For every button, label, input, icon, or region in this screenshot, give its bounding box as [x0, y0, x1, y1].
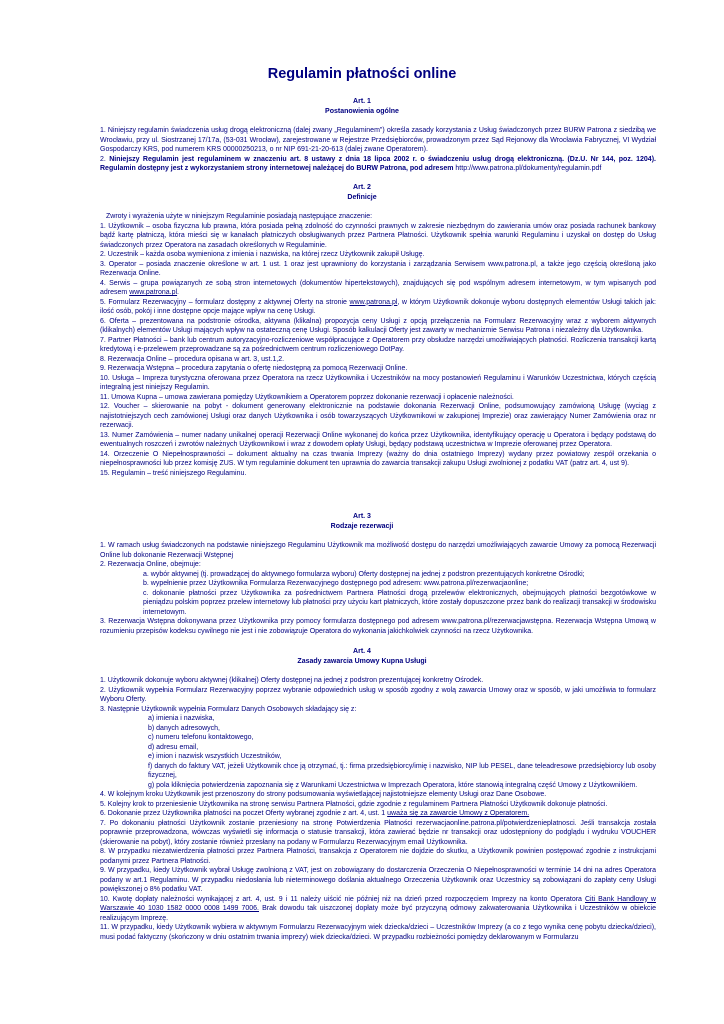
website-link[interactable]: www.patrona.pl	[129, 289, 178, 296]
paragraph: 8. W przypadku niezatwierdzenia płatności przez Partnera Płatności, transakcja z Operatorem nie dojdzie do skutku, a Użytkownik powinien postępować zgodnie z instrukcjami podanymi przez Partnera Płatności.	[100, 848, 656, 865]
article-number: Art. 2	[353, 184, 371, 191]
article-title: Postanowienia ogólne	[325, 107, 399, 115]
sub-item: g) pola kliknięcia potwierdzenia zapoznania się z Warunkami Uczestnictwa w Imprezach Operatora, które stanowią integralną część Umowy z Użytkownikiem.	[148, 781, 638, 789]
article-title: Rodzaje rezerwacji	[330, 522, 394, 530]
sub-item: b) danych adresowych,	[148, 724, 220, 732]
paragraph: 3. Rezerwacja Wstępna dokonywana przez Użytkownika przy pomocy formularza dostępnego pod adresem www.patrona.pl/rezerwacjawstępna. Rezerwacja Wstępna Umową w rozumieniu przepisów kodeksu cywilnego nie jest i nie zobowiązuje Operatora do wykonania jakichkolwiek czynności na rzecz Użytkownika.	[100, 618, 656, 635]
definition-item: 1. Użytkownik – osoba fizyczna lub prawna, która posiada pełną zdolność do czynności prawnych w zakresie niezbędnym do zawierania umów oraz posiada rachunek bankowy bądź kartę płatniczą, która mieści się w kanałach płatniczych obsługiwanych przez Partnera Płatności. Użytkownik spełnia warunki Regulaminu i uzyskał on dostęp do Usług świadczonych przez Operatora na zasadach określonych w Regulaminie.	[100, 222, 656, 249]
article-4-heading	[0, 647, 724, 666]
paragraph	[100, 809, 656, 819]
bold-text: Niniejszy Regulamin jest regulaminem w znaczeniu art. 8 ustawy z dnia 18 lipca 2002 r. o świadczeniu usług drogą elektroniczną. (Dz.U. Nr 144, poz. 1204). Regulamin dostępny jest z wykorzystaniem strony internetowej należącej do BURW Patrona, pod adresem	[100, 155, 656, 172]
definition-item: 11. Umowa Kupna – umowa zawierana pomiędzy Użytkownikiem a Operatorem poprzez dokonanie rezerwacji i opłacenie należności.	[100, 393, 514, 401]
sub-item: a) imienia i nazwiska,	[148, 715, 215, 722]
article-3-body	[100, 541, 656, 636]
sub-item: c) numeru telefonu kontaktowego,	[148, 734, 254, 741]
bank-account: Citi Bank Handlowy w Warszawie 40 1030 1582 0000 0008 1499 7006.	[100, 895, 656, 912]
article-4-body	[100, 676, 656, 942]
definition-item	[100, 279, 656, 298]
regulation-url: http://www.patrona.pl/dokumenty/regulamin.pdf	[453, 165, 602, 172]
paragraph: 9. W przypadku, kiedy Użytkownik wybrał Usługę zwolnioną z VAT, jest on zobowiązany do dostarczenia Orzeczenia O Niepełnosprawności w terminie 14 dni na adres Operatora podany w art.1 Regulaminu. W przypadku niedosłania lub nieterminowego doślania aktualnego Orzeczenia Użytkownik oraz Uczestnicy są zobowiązani do zapłaty ceny Usługi powiększonej o 8% podatku VAT.	[100, 867, 656, 893]
article-3-heading	[0, 512, 724, 531]
article-title: Definicje	[347, 193, 377, 201]
underlined-text: uważa się za zawarcie Umowy z Operatorem.	[387, 810, 530, 817]
paragraph: 1. Użytkownik dokonuje wyboru aktywnej (klikalnej) Oferty dostępnej na jednej z podstron prezentującej konkretny Ośrodek.	[100, 677, 484, 684]
definition-item: 10. Usługa – Impreza turystyczna oferowana przez Operatora na rzecz Użytkownika i Uczestników na mocy postanowień Regulaminu i Warunków Uczestnictwa, których częścią integralną jest niniejszy Regulamin.	[100, 374, 656, 391]
text: Brak dowodu tak uiszczonej dopłaty może być przyczyną odmowy zakwaterowania Użytkownika i Uczestników w obiekcie realizującym Imprezę.	[100, 905, 656, 922]
definition-item: 15. Regulamin – treść niniejszego Regulaminu.	[100, 469, 247, 477]
definition-item: 3. Operator – posiada znaczenie określone w art. 1 ust. 1 oraz jest uprawniony do korzystania i zarządzania Serwisem www.patrona.pl, a także jego częścią określoną jako Rezerwacja Online.	[100, 260, 656, 277]
definition-item: 6. Oferta – prezentowana na podstronie ośrodka, aktywna (klikalna) propozycja ceny Usługi z opcją przełączenia na Formularz Rezerwacyjny wraz z wyborem aktywnych (klikalnych) elementów Usługi mających wpływ na ostateczną cenę Usługi. Sposób kalkulacji Oferty jest zawarty w mechanizmie Serwisu Patrona i niezależny dla Użytkownika.	[100, 317, 656, 334]
text: 5. Formularz Rezerwacyjny – formularz dostępny z aktywnej Oferty na stronie	[100, 298, 350, 306]
paragraph: 11. W przypadku, kiedy Użytkownik wybiera w aktywnym Formularzu Rezerwacyjnym wiek dziecka/dzieci – Uczestników Imprezy (a co z tego wynika cenę pobytu dziecka/dzieci), musi podać faktyczny (skończony w dniu ostatnim trwania imprezy) wiek dziecka/dzieci. W przypadku rozbieżności pomiędzy deklarowanym w Formularzu	[100, 924, 656, 941]
paragraph: 3. Następnie Użytkownik wypełnia Formularz Danych Osobowych składający się z:	[100, 705, 357, 713]
definition-item: 12. Voucher – skierowanie na pobyt - dokument generowany elektronicznie na podstawie dokonania Rezerwacji Online, podsumowujący zamówioną Usługę (wyciąg z najistotniejszych cech zamówionej Usługi oraz danych Użytkownika i osób towarzyszących Użytkownikowi w zakupionej Imprezie) oraz zawierający Numer Zamówienia oraz nr rezerwacji.	[100, 403, 656, 429]
text: , w którym Użytkownik dokonuje wyboru dostępnych elementów Usługi takich jak: ilość osób, pokój i inne dostępne opcje mające wpływ na cenę Usługi.	[100, 298, 657, 315]
paragraph: 1. Niniejszy regulamin świadczenia usług drogą elektroniczną (dalej zwany „Regulaminem") określa zasady korzystania z Usług świadczonych przez BURW Patrona z siedzibą we Wrocławiu, przy ul. Siostrzanej 17/17a, (53-031 Wrocław), zarejestrowane w Rejestrze Przedsiębiorców, prowadzonym przez Sąd Rejonowy dla Wrocławia Fabrycznej, VI Wydział Gospodarczy KRS, pod numerem KRS 00000250213, o nr NIP 691-21-20-613 (dalej zwane Operatorem).	[100, 127, 656, 153]
definition-item: 2. Uczestnik – każda osoba wymieniona z imienia i nazwiska, na której rzecz Użytkownik zakupił Usługę.	[100, 251, 425, 258]
article-2-heading	[0, 183, 724, 202]
paragraph: 4. W kolejnym kroku Użytkownik jest przenoszony do strony podsumowania wyświetlającej najistotniejsze elementy Usługi oraz Dane Osobowe.	[100, 791, 547, 798]
paragraph-number: 2.	[100, 155, 110, 163]
definition-item: 8. Rezerwacja Online – procedura opisana w art. 3, ust.1,2.	[100, 355, 285, 363]
article-number: Art. 4	[353, 648, 371, 655]
sub-item: c. dokonanie płatności przez Użytkownika za pośrednictwem Partnera Płatności drogą przelewów elektronicznych, obejmujących płatności bezgotówkowe w pieniądzu polskim poprzez przelew internetowy lub płatności przy użyciu kart płatniczych, które zostały dopuszczone przez bank do realizacji transakcji w środowisku internetowym.	[143, 589, 656, 616]
paragraph	[100, 155, 656, 174]
definition-item	[100, 298, 656, 317]
sub-item: a. wybór aktywnej (tj. prowadzącej do aktywnego formularza wyboru) Oferty dostępnej na jednej z podstron prezentujących konkretne Ośrodki;	[143, 570, 585, 578]
definition-item: 13. Numer Zamówienia – numer nadany unikalnej operacji Rezerwacji Online wykonanej do końca przez Użytkownika, identyfikujący operację u Operatora i będący podstawą do ewentualnych roszczeń i zwrotów należnych Użytkownikowi i wraz z dowodem opłaty Usługi, będący podstawą uczestnictwa w Imprezie oferowanej przez Operatora.	[100, 431, 656, 448]
page-title: Regulamin płatności online	[267, 66, 457, 82]
website-link[interactable]: www.patrona.pl	[349, 298, 398, 306]
sub-item: b. wypełnienie przez Użytkownika Formularza Rezerwacyjnego dostępnego pod adresem: www.patrona.pl/rezerwacjaonline;	[143, 580, 529, 587]
text: 10. Kwotę dopłaty należności wynikającej z art. 4, ust. 9 i 11 należy uiścić nie później niż na dzień przed rozpoczęciem Imprezy na konto Operatora	[100, 895, 585, 903]
paragraph: Zwroty i wyrażenia użyte w niniejszym Regulaminie posiadają następujące znaczenie:	[106, 213, 373, 220]
paragraph	[100, 895, 656, 924]
definition-item: 9. Rezerwacja Wstępna – procedura zapytania o ofertę niedostępną za pomocą Rezerwacji Online.	[100, 365, 408, 372]
paragraph: 2. Użytkownik wypełnia Formularz Rezerwacyjny poprzez wybranie odpowiednich usług w sposób zgodny z wolą zawarcia Umowy oraz w sposób, w jaki umożliwia to formularz Wyboru Oferty.	[100, 686, 656, 703]
article-number: Art. 3	[353, 513, 371, 520]
text: 4. Serwis – grupa powiązanych ze sobą stron internetowych (dokumentów hipertekstowych), znajdujących się pod wspólnym adresem internetowym, w tym wpisanych pod adresem	[100, 279, 656, 296]
sub-item: e) imion i nazwisk wszystkich Uczestników,	[148, 753, 282, 760]
article-number: Art. 1	[353, 98, 371, 105]
sub-item: d) adresu email,	[148, 743, 199, 751]
article-title: Zasady zawarcia Umowy Kupna Usługi	[297, 657, 427, 665]
article-2-body	[100, 212, 656, 478]
text: 6. Dokonanie przez Użytkownika płatności na poczet Oferty wybranej zgodnie z art. 4, ust. 1	[100, 810, 388, 817]
text: .	[177, 289, 179, 296]
paragraph: 2. Rezerwacja Online, obejmuje:	[100, 561, 201, 568]
definition-item: 7. Partner Płatności – bank lub centrum autoryzacyjno-rozliczeniowe współpracujące z Operatorem przy obsłudze narzędzi umożliwiających płatności. Rozliczenia transakcji kartą kredytową i e-przelewem przeprowadzane są za pośrednictwem centrum rozliczeniowego DotPay.	[100, 336, 656, 353]
paragraph: 5. Kolejny krok to przeniesienie Użytkownika na stronę serwisu Partnera Płatności, gdzie zgodnie z regulaminem Partnera Płatności Użytkownik dokonuje płatności.	[100, 800, 608, 808]
article-1-body	[100, 126, 656, 174]
paragraph: 1. W ramach usług świadczonych na podstawie niniejszego Regulaminu Użytkownik ma możliwość dostępu do narzędzi umożliwiających zawarcie Umowy za pomocą Rezerwacji Online lub dokonanie Rezerwacji Wstępnej	[100, 542, 656, 559]
paragraph: 7. Po dokonaniu płatności Użytkownik zostanie przeniesiony na stronę Potwierdzenia Płatności rezerwacjaonline.patrona.pl/potwierdzenieplatnosci. Jeśli transakcja została poprawnie przeprowadzona, wówczas wyświetli się informacja o statusie transakcji, która zawierać będzie nr transakcji oraz udostępniony do podglądu i wydruku VOUCHER (skierowanie na pobyt), który zostanie również przesłany na podany w Formularzu Rezerwacyjnym email Użytkownika.	[100, 819, 656, 846]
definition-item: 14. Orzeczenie O Niepełnosprawności – dokument aktualny na czas trwania Imprezy (ważny do dnia ostatniego Imprezy) wydany przez powiatowy zespół orzekania o niepełnosprawności lub przez komisję ZUS. W tym regulaminie dokument ten uprawnia do zawarcia transakcji zakupu Usługi zwolnionej z podatku VAT (patrz art. 4, ust 9).	[100, 450, 656, 467]
article-1-heading	[0, 97, 724, 116]
sub-item: f) danych do faktury VAT, jeżeli Użytkownik chce ją otrzymać, tj.: firma przedsiębiorcy/imię i nazwisko, NIP lub PESEL, dane teleadresowe przedsiębiorcy lub osoby fizycznej,	[148, 762, 656, 779]
